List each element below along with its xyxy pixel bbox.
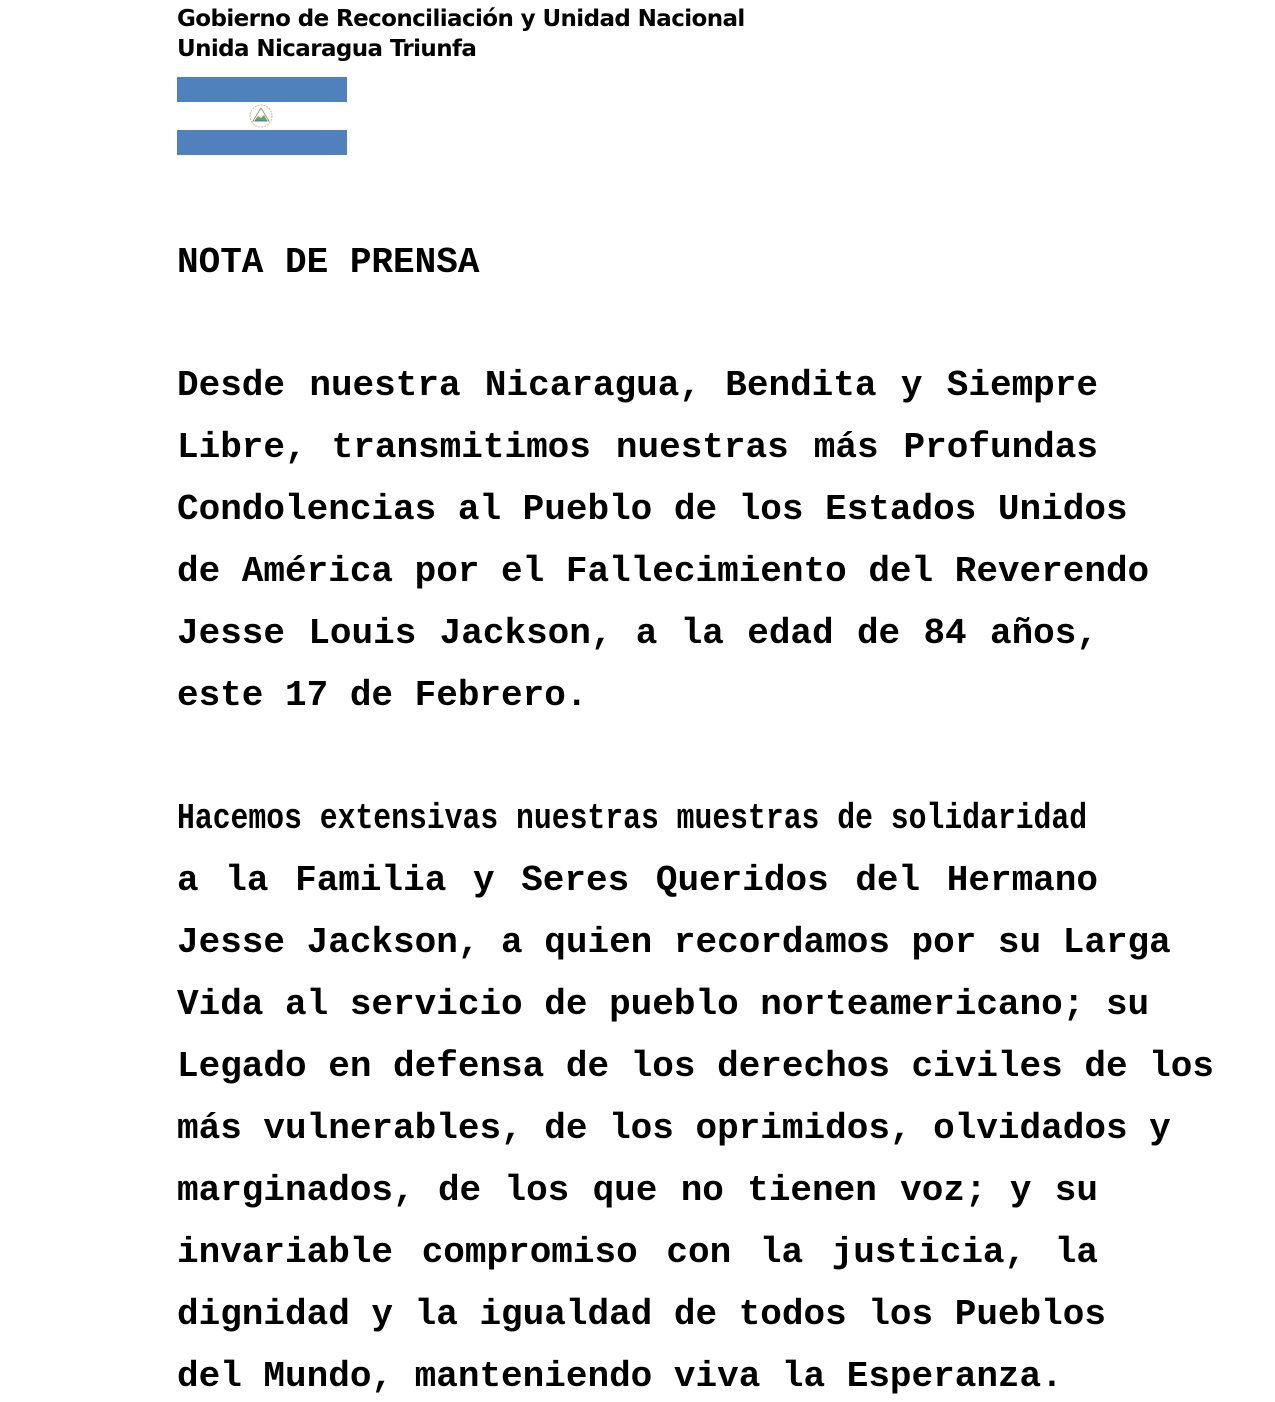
paragraph-line: dignidad y la igualdad de todos los Pueblos [177, 1294, 1106, 1335]
paragraph-line: Desde nuestra Nicaragua, Bendita y Siempre [177, 365, 1098, 406]
paragraph-line: de América por el Fallecimiento del Reverendo [177, 551, 1150, 592]
paragraph-line: invariable compromiso con la justicia, la [177, 1232, 1098, 1273]
paragraph-line: este 17 de Febrero. [177, 675, 588, 716]
paragraph-line: Jesse Jackson, a quien recordamos por su Larga [177, 922, 1171, 963]
government-name: Gobierno de Reconciliación y Unidad Nacional [177, 6, 745, 32]
page-title: NOTA DE PRENSA [177, 242, 480, 283]
paragraph-line: Legado en defensa de los derechos civiles de los [177, 1046, 1214, 1087]
government-slogan: Unida Nicaragua Triunfa [177, 36, 477, 62]
coat-of-arms-icon [247, 103, 275, 129]
paragraph-line: a la Familia y Seres Queridos del Hermano [177, 860, 1098, 901]
document-header [177, 4, 745, 64]
paragraph-line [177, 799, 1102, 839]
paragraph-line: más vulnerables, de los oprimidos, olvidados y [177, 1108, 1171, 1149]
paragraph-line: del Mundo, manteniendo viva la Esperanza. [177, 1356, 1063, 1397]
paragraph-line: Jesse Louis Jackson, a la edad de 84 años, [177, 613, 1098, 654]
paragraph-line: Libre, transmitimos nuestras más Profundas [177, 427, 1098, 468]
paragraph-line-text: Hacemos extensivas nuestras muestras de solidaridad [177, 798, 1088, 839]
flag-blue-stripe-top [177, 77, 347, 102]
nicaragua-flag-icon [177, 77, 347, 155]
paragraph-line: Condolencias al Pueblo de los Estados Unidos [177, 489, 1128, 530]
paragraph-line: marginados, de los que no tienen voz; y su [177, 1170, 1098, 1211]
flag-blue-stripe-bottom [177, 130, 347, 155]
paragraph-line: Vida al servicio de pueblo norteamericano; su [177, 984, 1150, 1025]
